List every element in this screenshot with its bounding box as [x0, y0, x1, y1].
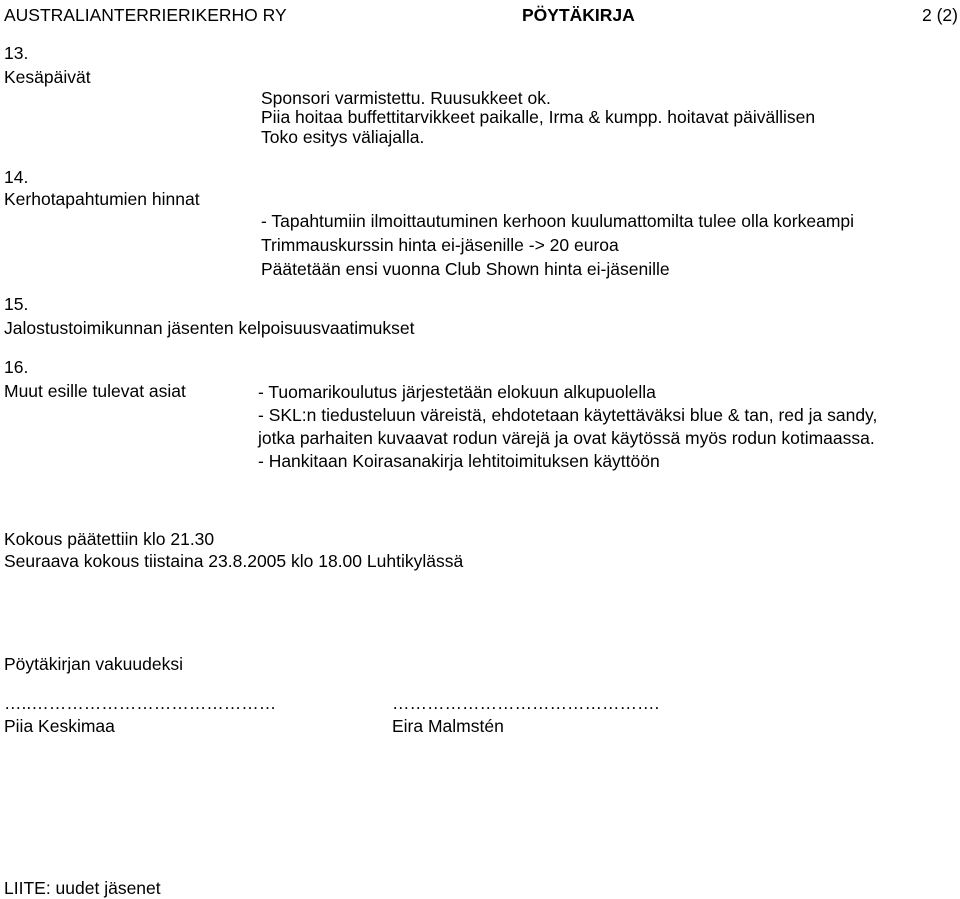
- closing-time: Kokous päätettiin klo 21.30: [4, 529, 215, 549]
- item-line: - Hankitaan Koirasanakirja lehtitoimituksen käyttöön: [258, 451, 660, 471]
- item-title: Jalostustoimikunnan jäsenten kelpoisuusvaatimukset: [4, 318, 415, 338]
- item-title: Muut esille tulevat asiat: [4, 381, 186, 401]
- page-number: 2 (2): [922, 5, 958, 25]
- item-title: Kesäpäivät: [4, 67, 91, 87]
- signature-line: ……………………………………….: [392, 693, 660, 713]
- item-line: Toko esitys väliajalla.: [261, 127, 425, 147]
- item-number: 13.: [4, 43, 29, 63]
- item-number: 16.: [4, 357, 29, 377]
- item-title: Kerhotapahtumien hinnat: [4, 189, 200, 209]
- document-type: PÖYTÄKIRJA: [522, 5, 635, 25]
- item-line: Piia hoitaa buffettitarvikkeet paikalle, Irma & kumpp. hoitavat päivällisen: [261, 107, 816, 127]
- item-line: - Tuomarikoulutus järjestetään elokuun alkupuolella: [258, 382, 656, 402]
- signature-line: …..……………………………………: [4, 693, 277, 713]
- item-line: Trimmauskurssin hinta ei-jäsenille -> 20 euroa: [261, 235, 619, 255]
- item-number: 14.: [4, 167, 29, 187]
- signer-name: Eira Malmstén: [392, 716, 504, 736]
- organization-name: AUSTRALIANTERRIERIKERHO RY: [4, 5, 287, 25]
- item-line: - SKL:n tiedusteluun väreistä, ehdotetaan käytettäväksi blue & tan, red ja sandy,: [258, 405, 878, 425]
- signature-heading: Pöytäkirjan vakuudeksi: [4, 654, 183, 674]
- item-line: jotka parhaiten kuvaavat rodun värejä ja ovat käytössä myös rodun kotimaassa.: [258, 428, 875, 448]
- attachment-note: LIITE: uudet jäsenet: [4, 878, 161, 898]
- signer-name: Piia Keskimaa: [4, 716, 115, 736]
- next-meeting: Seuraava kokous tiistaina 23.8.2005 klo 18.00 Luhtikylässä: [4, 551, 464, 571]
- item-number: 15.: [4, 294, 29, 314]
- item-line: Päätetään ensi vuonna Club Shown hinta ei-jäsenille: [261, 259, 670, 279]
- item-line: - Tapahtumiin ilmoittautuminen kerhoon kuulumattomilta tulee olla korkeampi: [261, 211, 855, 231]
- item-line: Sponsori varmistettu. Ruusukkeet ok.: [261, 88, 551, 108]
